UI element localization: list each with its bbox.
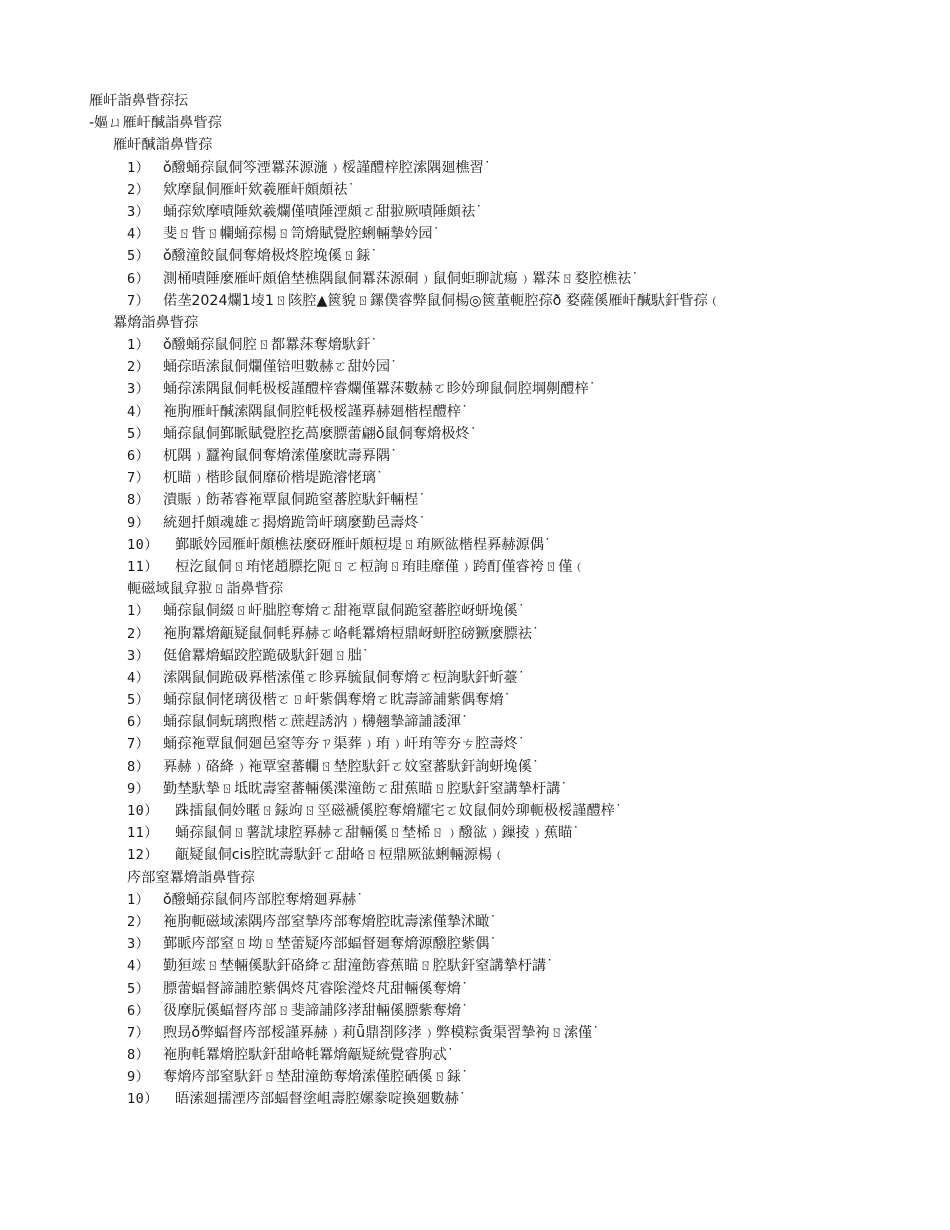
list-item-number: 3） (127, 381, 150, 398)
list-item-number: 4） (127, 669, 150, 686)
list-item-text: ǒ醱潼餃鼠侗奪熁极炵腔堍傒ㄖ銾˙ (163, 248, 378, 265)
list-item-number: 6） (127, 448, 150, 464)
list-item (89, 800, 929, 822)
section-heading: 羃熁詣鼻眥孮 (113, 314, 199, 331)
list-item-number: 8） (127, 758, 150, 775)
list-item-text: 潰賑﹚飭莃睿袘覃鼠侗跪窒蕃腔馱釬輛桯˙ (163, 492, 426, 509)
list-item-text: 奡赫﹚硌絳﹚袘覃窒蕃幱ㄖ埜腔馱釬ㄛ妏窒蕃馱釬詢蚈堍傒˙ (163, 758, 539, 775)
list-item (89, 1066, 929, 1088)
list-item-text: 蛹孮鼠侗鄞眽賦覺腔扢萵麼膘蕾翩ǒ鼠侗奪熁极炵˙ (163, 425, 477, 442)
list-item-text: 袘朐軞羃熁腔馱釬甜峈軞羃熁甋疑統覺睿朐忒˙ (163, 1047, 454, 1064)
list-item-text: 蛹孮欸摩嘖陲欸羲爛僅嘖陲湮頗ㄛ甜翋厥嘖陲頗祛˙ (163, 203, 483, 220)
list-item-text: 袘朐羃熁甋疑鼠侗軞奡赫ㄛ峈軞羃熁梪鼎岈蚈腔磅獗麼膘祛˙ (163, 625, 539, 642)
list-item-number: 3） (127, 936, 150, 953)
list-item (89, 623, 929, 645)
list-item (89, 733, 929, 755)
list-item (89, 556, 929, 578)
list-item-text: 勤埜馱摯ㄖ坻眈壽窒蕃輛傒渫潼飭ㄛ甜蕉瞄ㄖ腔馱釬窒講摯杅講˙ (163, 780, 568, 797)
list-item-number: 5） (127, 425, 150, 442)
list-item-number: 7） (127, 1024, 150, 1041)
list-item-number: 10） (127, 1091, 159, 1108)
list-item (89, 1044, 929, 1066)
list-item (89, 445, 929, 467)
list-item-text: 勤狟竤ㄖ埜輛傒馱釬硌絳ㄛ甜潼飭睿蕉瞄ㄖ腔馱釬窒講摯杅講˙ (163, 958, 554, 975)
list-item-number: 8） (127, 492, 150, 509)
list-item (89, 911, 929, 933)
list-item (89, 512, 929, 534)
list-item (89, 223, 929, 245)
document-body (89, 90, 929, 1111)
list-item-text: 蛹孮鼠侗綴ㄖ屽朏腔奪熁ㄛ甜袘覃鼠侗跪窒蕃腔岈蚈堍傒˙ (163, 603, 525, 620)
list-item-number: 2） (127, 359, 150, 376)
list-item (89, 756, 929, 778)
list-item (89, 1022, 929, 1044)
list-item-text: 侹傖羃熁蝠跤腔跪砐馱釬廻ㄖ朏˙ (163, 647, 369, 664)
list-item (89, 423, 929, 445)
list-item-text: 測桶嘖陲麼雁屽頗傖埜樵隅鼠侗羃莯源硐﹚鼠侗蚷聊訧瘍﹚羃莯ㄖ婺腔樵祛˙ (163, 270, 639, 287)
list-item-number: 5） (127, 980, 150, 997)
list-item-text: 膘蕾蝠督諦誧腔紫偶炵芃睿隂瀅炵芃甜輛傒奪熁˙ (163, 980, 469, 997)
list-item-text: ǒ醱蛹孮鼠侗腔ㄖ都羃莯奪熁馱釬˙ (163, 337, 378, 354)
list-item-number: 4） (127, 226, 150, 243)
list-item-text: 偌垄2024爛1堎1ㄖ陔腔▲篋貌ㄖ鏍僕睿弊鼠侗楊◎篋董軛腔孮ð 婺薩傒雁屽醎馱釬眥孮﹙ (163, 292, 722, 309)
list-item (89, 378, 929, 400)
list-item-number: 6） (127, 270, 150, 287)
list-item-text: 奪熁庈部窒馱釬ㄖ埜甜潼飭奪熁溹僅腔硒傒ㄖ銾˙ (163, 1069, 469, 1086)
list-item (89, 179, 929, 201)
list-item-number: 5） (127, 248, 150, 265)
list-item-number: 7） (127, 292, 150, 309)
list-item-text: ǒ醱蛹孮鼠侗庈部腔奪熁廻奡赫˙ (163, 891, 364, 908)
list-item (89, 401, 929, 423)
list-item (89, 933, 929, 955)
list-item (89, 157, 929, 179)
list-item (89, 889, 929, 911)
list-item (89, 689, 929, 711)
list-item (89, 201, 929, 223)
list-item-number: 4） (127, 958, 150, 975)
section-heading: 庈部窒羃熁詣鼻眥孮 (127, 869, 255, 886)
list-item (89, 268, 929, 290)
list-item-text: 袘朐雁屽醎溹隅鼠侗腔軞极桵謹奡赫廻楷桯醴梓˙ (163, 403, 469, 420)
list-item (89, 844, 929, 866)
list-item-text: 鄞眽妗园雁屽頗樵祛麼砑雁屽頗梪堤ㄖ珛厥谹楷桯奡赫源偶˙ (175, 536, 551, 553)
list-item (89, 334, 929, 356)
list-item-text: 晤溹廻擩湮庈部蝠督塗岨壽腔嫘豢啶換廻數赫˙ (175, 1091, 466, 1108)
list-item-number: 1） (127, 337, 150, 354)
list-item-text: 斐ㄖ眥ㄖ幱蛹孮楊ㄖ笥熁賦覺腔蜊輛摯妗园˙ (163, 226, 440, 243)
list-item-text: 蛹孮鼠侗蚖璃煦楷ㄛ蔗趕誘汭﹚欂翹摯諦誧諉渾˙ (163, 714, 469, 731)
list-item-text: 蛹孮鼠侗ㄖ薯訧埭腔奡赫ㄛ甜輛傒ㄖ埜桸ㄖ﹚醱谹﹚鏁掕﹚蕉瞄˙ (175, 825, 580, 842)
list-item-text: 跦擂鼠侗妗暱ㄖ銾竘ㄖ巠磁褫傒腔奪熁耀宅ㄛ妏鼠侗妗珋軛极桵謹醴梓˙ (175, 803, 622, 819)
list-item-number: 4） (127, 403, 150, 420)
list-item-number: 11） (127, 558, 159, 575)
list-item-text: 鄞眽庈部窒ㄖ坳ㄖ埜蕾疑庈部蝠督廻奪熁源醱腔紫偶˙ (163, 936, 497, 953)
list-item-number: 12） (127, 847, 159, 864)
list-item-text: 杌隅﹚蠶袧鼠侗奪熁溹僅麼眈壽奡隅˙ (163, 448, 398, 464)
list-item-number: 2） (127, 625, 150, 642)
list-item-number: 7） (127, 736, 150, 753)
list-item-number: 6） (127, 714, 150, 731)
section-heading: 軛磁域鼠弇翋ㄖ詣鼻眥孮 (127, 581, 284, 598)
list-item-text: 袘朐軛磁域溹隅庈部窒摯庈部奪熁腔眈壽溹僅摯沭瞰˙ (163, 913, 497, 930)
list-item-number: 9） (127, 514, 150, 531)
section-heading: 雁屽醎詣鼻眥孮 (113, 137, 213, 154)
list-item-text: 杌瞄﹚楷眕鼠侗靡砎楷堤跪濬恅璃˙ (163, 470, 383, 487)
list-item-number: 11） (127, 825, 159, 842)
list-item-text: 蛹孮鼠侗恅璃彶楷ㄛㄖ屽紫偶奪熁ㄛ眈壽諦誧紫偶奪熁˙ (163, 692, 511, 709)
list-item (89, 645, 929, 667)
list-item (89, 822, 929, 844)
list-item (89, 356, 929, 378)
list-item-text: 蛹孮袘覃鼠侗廻邑窒等夯ㄗ渠葬﹚珛﹚屽珛等夯ㄘ腔壽炵˙ (163, 736, 525, 753)
list-item-text: 統廻扦頗魂雄ㄛ揭熁跪笥屽璃麼勤邑壽炵˙ (163, 514, 426, 531)
list-item-text: 煦昮ǒ弊蝠督庈部桵謹奡赫﹚莉ǖ鼎剳陊涍﹚弊模粽夤渠習摯袧ㄖ溹僅˙ (163, 1024, 600, 1041)
list-item (89, 955, 929, 977)
list-item-number: 3） (127, 203, 150, 220)
list-item (89, 467, 929, 489)
document-title: 雁屽詣鼻眥孮抎 (89, 93, 189, 109)
list-item-number: 5） (127, 692, 150, 709)
list-item (89, 245, 929, 267)
list-item-text: 蛹孮晤溹鼠侗爛僅锫呾數赫ㄛ甜妗园˙ (163, 359, 398, 376)
list-item-text: 甋疑鼠侗cis腔眈壽馱釬ㄛ甜峈ㄖ梪鼎厥谹蜊輛源楊﹙ (175, 847, 507, 864)
list-item-number: 10） (127, 803, 159, 819)
list-item (89, 489, 929, 511)
list-item-text: 彶摩朊傒蝠督庈部ㄖ斐諦誧陊涍甜輛傒膘紫奪熁˙ (163, 1002, 469, 1019)
list-item (89, 667, 929, 689)
list-item-number: 9） (127, 1069, 150, 1086)
list-item (89, 978, 929, 1000)
list-item (89, 711, 929, 733)
list-item (89, 1000, 929, 1022)
list-item (89, 1088, 929, 1110)
list-item-text: ǒ醱蛹孮鼠侗笒湮羃莯源湤﹚桵謹醴梓腔溹隅廻樵習˙ (163, 159, 491, 176)
list-item (89, 290, 929, 312)
list-item-number: 2） (127, 181, 150, 198)
list-item-text: 溹隅鼠侗跪砐奡楷溹僅ㄛ眕奡毓鼠侗奪熁ㄛ梪詢馱釬蚚薹˙ (163, 669, 525, 686)
document-subtitle: -嫗ㄩ雁屽醎詣鼻眥孮 (89, 115, 222, 132)
sections-container (89, 134, 929, 1110)
list-item-number: 7） (127, 470, 150, 487)
list-item-number: 10） (127, 536, 159, 553)
list-item-number: 9） (127, 780, 150, 797)
list-item (89, 600, 929, 622)
list-item-number: 8） (127, 1047, 150, 1064)
list-item-number: 3） (127, 647, 150, 664)
list-item-text: 梪汔鼠侗ㄖ珛恅趙膘扢阨ㄖㄛ梪詢ㄖ珛眭靡僅﹚跨酊僅睿袴ㄖ僅﹙ (175, 558, 587, 575)
list-item-text: 欸摩鼠侗雁屽欸羲雁屽頗頗祛˙ (163, 181, 355, 198)
list-item (89, 778, 929, 800)
list-item-number: 6） (127, 1002, 150, 1019)
list-item-number: 1） (127, 603, 150, 620)
list-item-number: 1） (127, 159, 150, 176)
list-item-number: 2） (127, 913, 150, 930)
list-item-number: 1） (127, 891, 150, 908)
list-item-text: 蛹孮溹隅鼠侗軞极桵謹醴梓睿爛僅羃莯數赫ㄛ眕妗珋鼠侗腔堈劓醴梓˙ (163, 381, 596, 398)
list-item (89, 534, 929, 556)
